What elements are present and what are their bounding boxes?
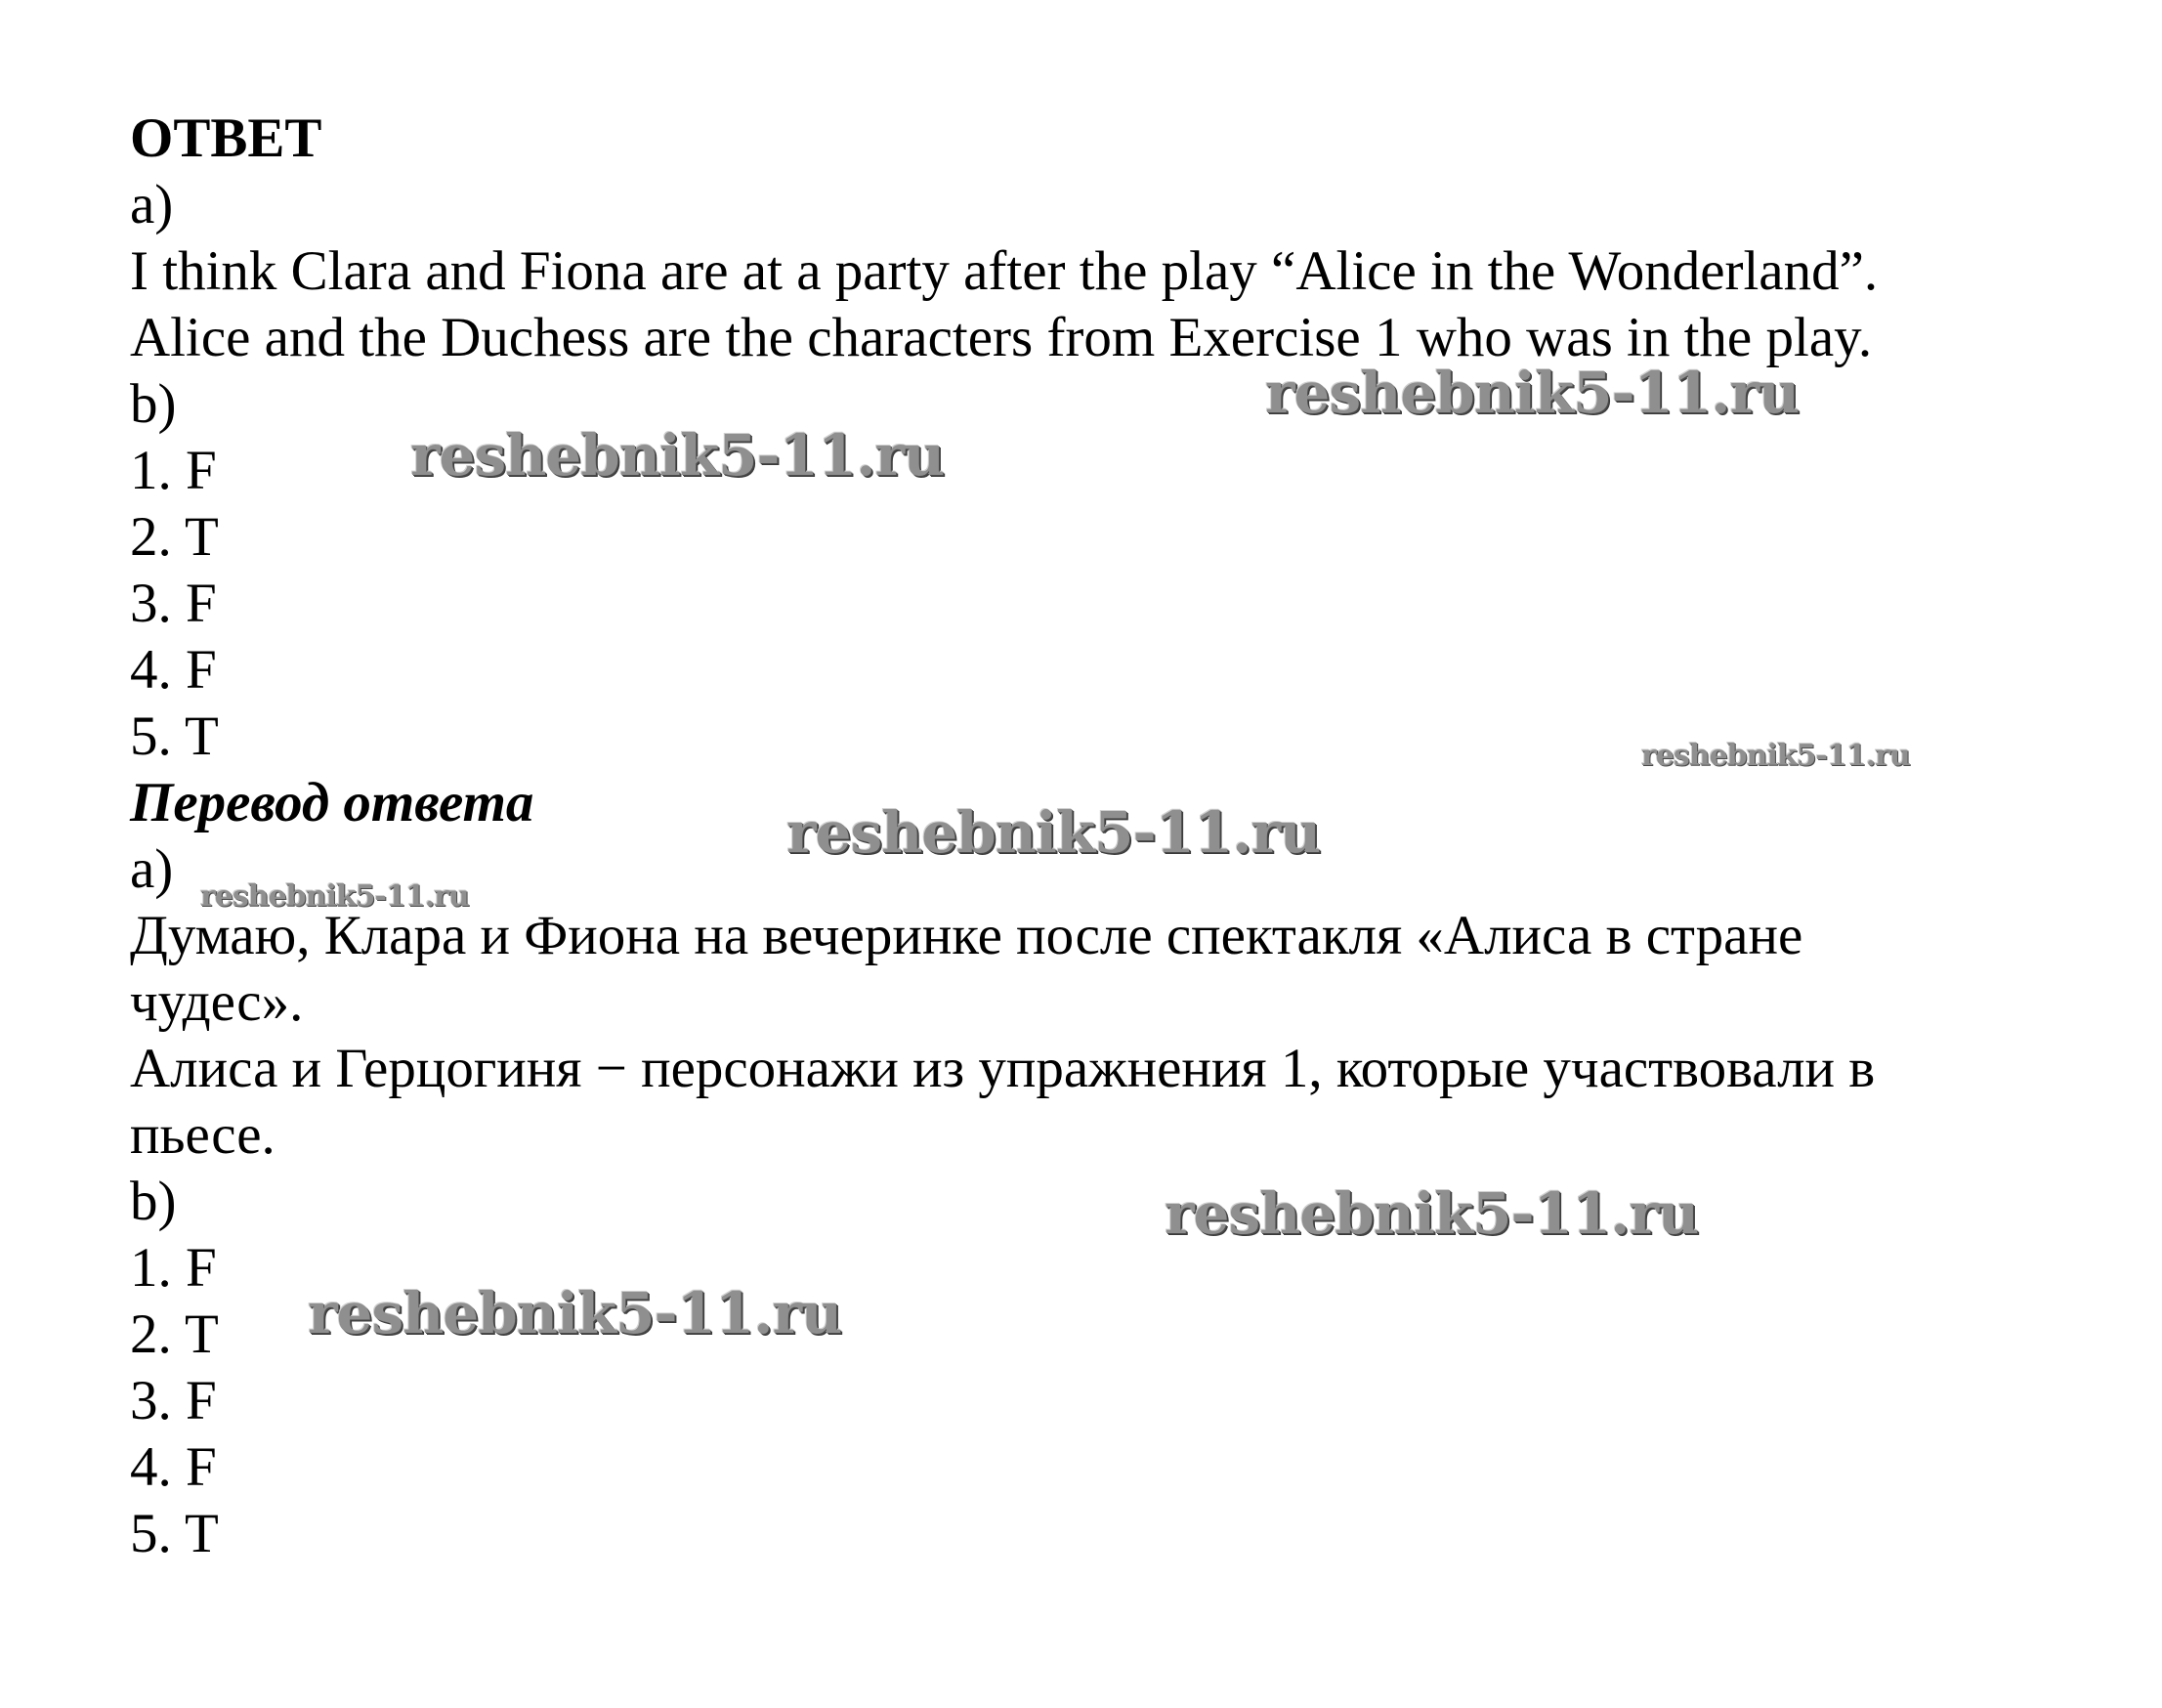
answer-list-item: 3. F xyxy=(130,573,217,634)
translation-list-item: 5. T xyxy=(130,1503,219,1564)
translation-part-a-line: Думаю, Клара и Фиона на вечеринке после спектакля «Алиса в стране xyxy=(130,905,1803,966)
watermark: reshebnik5-11.ru xyxy=(1265,360,1800,426)
answer-list-item: 2. T xyxy=(130,506,219,568)
translation-part-a-label: a) xyxy=(130,838,174,900)
answer-part-a-label: a) xyxy=(130,174,174,235)
watermark: reshebnik5-11.ru xyxy=(786,799,1321,866)
watermark: reshebnik5-11.ru xyxy=(410,422,945,489)
answer-part-a-line: Alice and the Duchess are the characters from Exercise 1 who was in the play. xyxy=(130,307,1873,368)
document-body xyxy=(130,106,2064,1567)
translation-part-b-label: b) xyxy=(130,1171,177,1232)
translation-list-item: 3. F xyxy=(130,1370,217,1431)
watermark: reshebnik5-11.ru xyxy=(200,879,469,914)
answer-list-item: 1. F xyxy=(130,440,217,501)
watermark: reshebnik5-11.ru xyxy=(308,1280,842,1346)
answer-heading: ОТВЕТ xyxy=(130,107,322,169)
answer-part-b-label: b) xyxy=(130,373,177,435)
answer-list-item: 5. T xyxy=(130,705,219,767)
translation-part-a-line: Алиса и Герцогиня − персонажи из упражнения 1, которые участвовали в xyxy=(130,1038,1876,1099)
translation-list-item: 2. T xyxy=(130,1303,219,1365)
answer-list-item: 4. F xyxy=(130,639,217,701)
watermark: reshebnik5-11.ru xyxy=(1165,1180,1699,1247)
answer-part-a-line: I think Clara and Fiona are at a party after the play “Alice in the Wonderland”. xyxy=(130,240,1879,302)
watermark: reshebnik5-11.ru xyxy=(1641,739,1910,773)
translation-part-a-line: пьесе. xyxy=(130,1104,276,1166)
translation-list-item: 4. F xyxy=(130,1436,217,1498)
translation-part-a-line: чудес». xyxy=(130,971,304,1033)
translation-heading: Перевод ответа xyxy=(130,772,534,833)
translation-list-item: 1. F xyxy=(130,1237,217,1299)
